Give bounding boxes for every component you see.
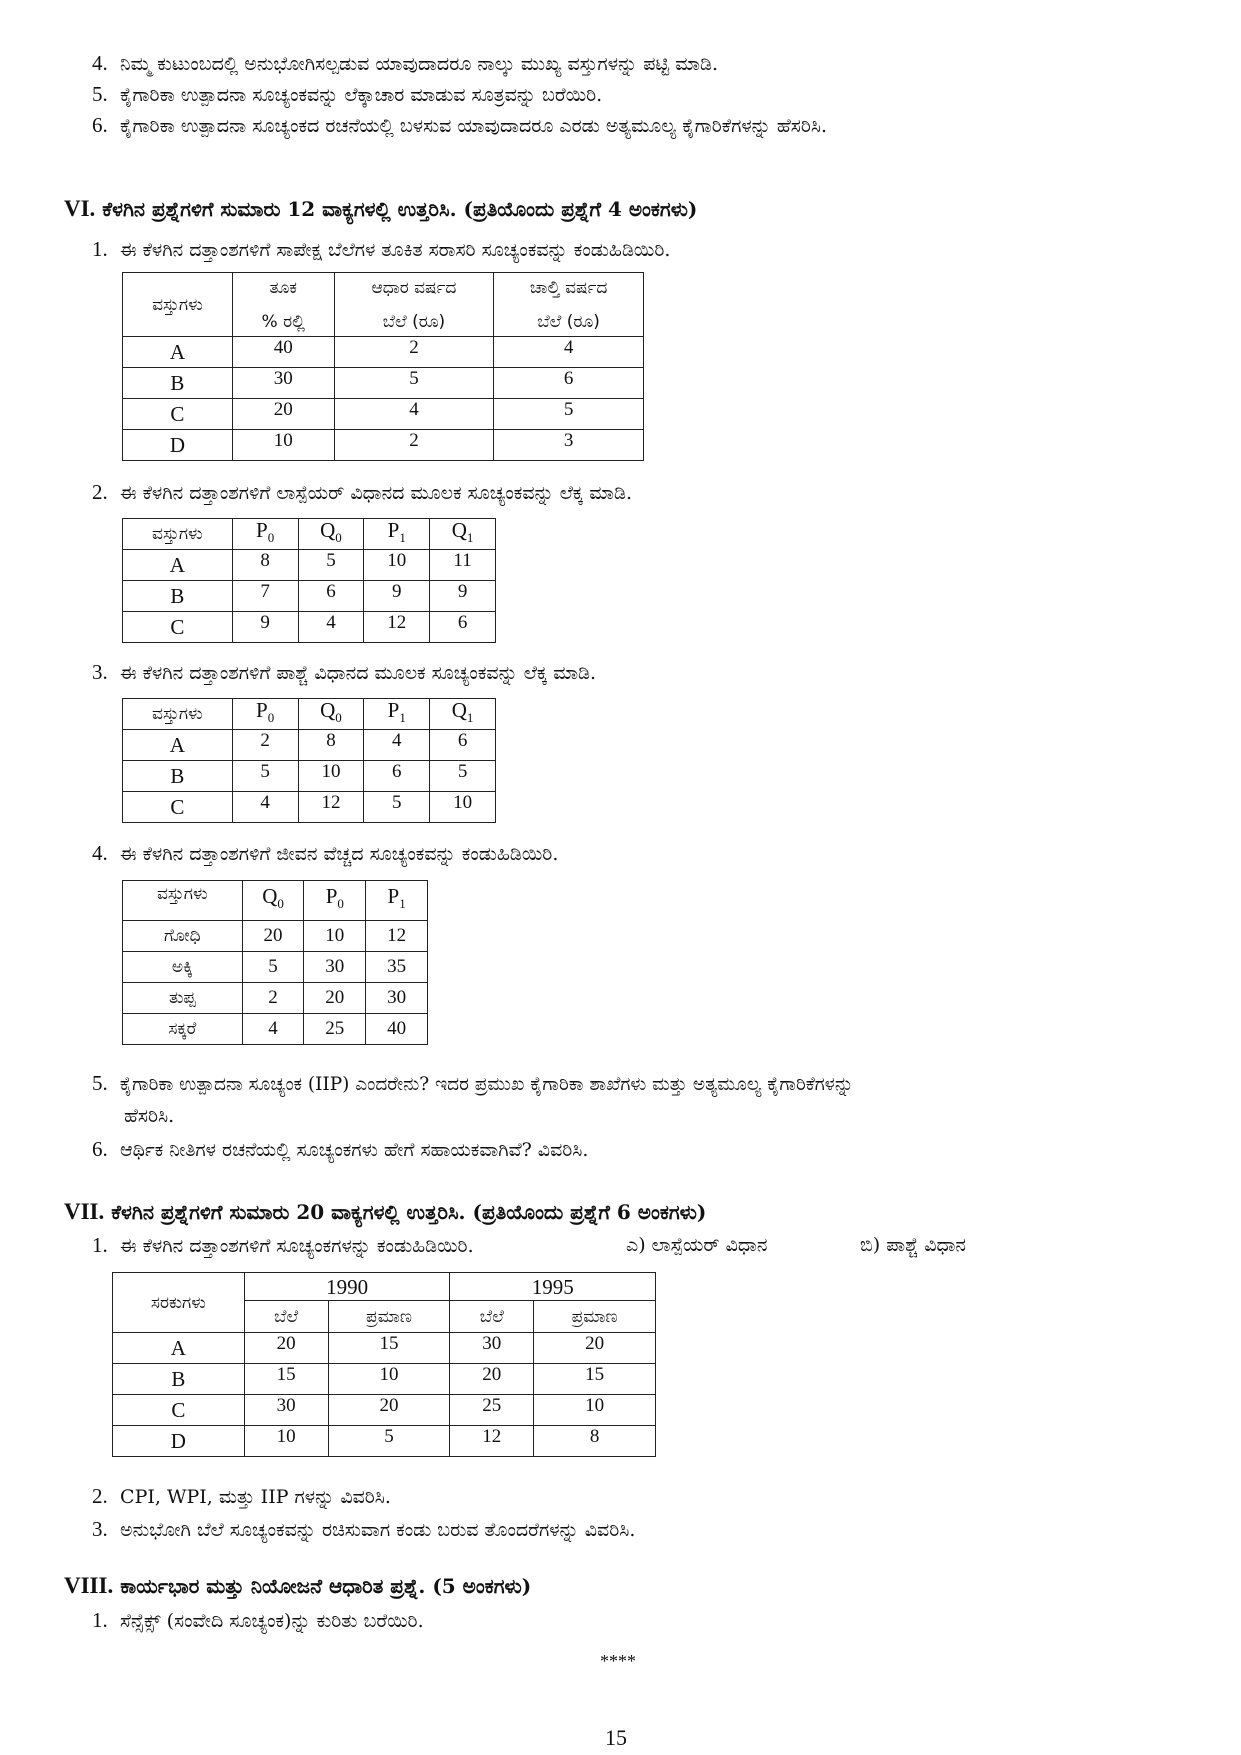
question-item: 5. ಕೈಗಾರಿಕಾ ಉತ್ಪಾದನಾ ಸೂಚ್ಯಂಕವನ್ನು ಲೆಕ್ಕಾಚಾರ ಮಾಡುವ ಸೂತ್ರವನ್ನು ಬರೆಯಿರಿ. bbox=[92, 82, 603, 106]
option-b: ಬಿ) ಪಾಶ್ಚೆ ವಿಧಾನ bbox=[860, 1234, 966, 1256]
header-items: ವಸ್ತುಗಳು bbox=[123, 881, 243, 921]
header-q0: $Q_0$ bbox=[298, 519, 364, 550]
table-row: C 4 12 5 10 bbox=[123, 792, 496, 823]
question-item-continued: ಹೆಸರಿಸಿ. bbox=[124, 1105, 175, 1127]
header-weight: ತೂಕ % ರಲ್ಲಿ bbox=[232, 273, 334, 337]
header-base-price: ಆಧಾರ ವರ್ಷದ ಬೆಲೆ (ರೂ) bbox=[334, 273, 494, 337]
header-q0: $Q_0$ bbox=[242, 881, 304, 921]
table-row: C 20 4 5 bbox=[123, 399, 644, 430]
table-row: B 7 6 9 9 bbox=[123, 581, 496, 612]
question-item: 2. ಈ ಕೆಳಗಿನ ದತ್ತಾಂಶಗಳಿಗೆ ಲಾಸ್ಪೆಯರ್ ವಿಧಾನದ ಮೂಲಕ ಸೂಚ್ಯಂಕವನ್ನು ಲೆಕ್ಕ ಮಾಡಿ. bbox=[92, 480, 632, 504]
table-row: D 10 2 3 bbox=[123, 430, 644, 461]
header-goods: ಸರಕುಗಳು bbox=[113, 1273, 245, 1333]
header-p0: $P_0$ bbox=[304, 881, 366, 921]
table-row: A 40 2 4 bbox=[123, 337, 644, 368]
table-row: C 9 4 12 6 bbox=[123, 612, 496, 643]
table-row: B 15 10 20 15 bbox=[113, 1364, 656, 1395]
header-items: ವಸ್ತುಗಳು bbox=[123, 699, 233, 730]
question-item: 4. ಈ ಕೆಳಗಿನ ದತ್ತಾಂಶಗಳಿಗೆ ಜೀವನ ವೆಚ್ಚದ ಸೂಚ್ಯಂಕವನ್ನು ಕಂಡುಹಿಡಿಯಿರಿ. bbox=[92, 841, 559, 865]
section-6-heading: VI. ಕೆಳಗಿನ ಪ್ರಶ್ನೆಗಳಿಗೆ ಸುಮಾರು 12 ವಾಕ್ಯಗಳಲ್ಲಿ ಉತ್ತರಿಸಿ. (ಪ್ರತಿಯೊಂದು ಪ್ರಶ್ನೆಗೆ 4 ಅಂಕಗಳು) bbox=[64, 196, 698, 221]
table-row: A 2 8 4 6 bbox=[123, 730, 496, 761]
question-item: 2. CPI, WPI, ಮತ್ತು IIP ಗಳನ್ನು ವಿವರಿಸಿ. bbox=[92, 1484, 391, 1508]
question-item: 1. ಈ ಕೆಳಗಿನ ದತ್ತಾಂಶಗಳಿಗೆ ಸಾಪೇಕ್ಷ ಬೆಲೆಗಳ ತೂಕಿತ ಸರಾಸರಿ ಸೂಚ್ಯಂಕವನ್ನು ಕಂಡುಹಿಡಿಯಿರಿ. bbox=[92, 237, 671, 261]
table-row: A 8 5 10 11 bbox=[123, 550, 496, 581]
header-p0: $P_0$ bbox=[232, 519, 298, 550]
table-row: D 10 5 12 8 bbox=[113, 1426, 656, 1457]
table-row: ತುಪ್ಪ 2 20 30 bbox=[123, 983, 428, 1014]
question-item: 1. ಈ ಕೆಳಗಿನ ದತ್ತಾಂಶಗಳಿಗೆ ಸೂಚ್ಯಂಕಗಳನ್ನು ಕಂಡುಹಿಡಿಯಿರಿ. bbox=[92, 1233, 474, 1257]
question-item: 3. ಈ ಕೆಳಗಿನ ದತ್ತಾಂಶಗಳಿಗೆ ಪಾಶ್ಚೆ ವಿಧಾನದ ಮೂಲಕ ಸೂಚ್ಯಂಕವನ್ನು ಲೆಕ್ಕ ಮಾಡಿ. bbox=[92, 660, 597, 684]
header-q1: $Q_1$ bbox=[430, 519, 496, 550]
header-year-1995: 1995 bbox=[450, 1273, 656, 1301]
header-price: ಬೆಲೆ bbox=[450, 1301, 534, 1333]
option-a: ಎ) ಲಾಸ್ಪೆಯರ್ ವಿಧಾನ bbox=[626, 1234, 768, 1256]
header-items: ವಸ್ತುಗಳು bbox=[123, 519, 233, 550]
table-row: ಗೋಧಿ 20 10 12 bbox=[123, 921, 428, 952]
header-price: ಬೆಲೆ bbox=[244, 1301, 328, 1333]
question-item: 4. ನಿಮ್ಮ ಕುಟುಂಬದಲ್ಲಿ ಅನುಭೋಗಿಸಲ್ಪಡುವ ಯಾವುದಾದರೂ ನಾಲ್ಕು ಮುಖ್ಯ ವಸ್ತುಗಳನ್ನು ಪಟ್ಟಿ ಮಾಡಿ. bbox=[92, 51, 719, 75]
page-number: 15 bbox=[605, 1725, 627, 1750]
header-q0: $Q_0$ bbox=[298, 699, 364, 730]
table-row: ಸಕ್ಕರೆ 4 25 40 bbox=[123, 1014, 428, 1045]
question-item: 5. ಕೈಗಾರಿಕಾ ಉತ್ಪಾದನಾ ಸೂಚ್ಯಂಕ (IIP) ಎಂದರೇನು? ಇದರ ಪ್ರಮುಖ ಕೈಗಾರಿಕಾ ಶಾಖೆಗಳು ಮತ್ತು ಅತ್ಯಮೂಲ್ಯ ಕೈಗಾರಿಕೆಗಳನ್ನು bbox=[92, 1071, 854, 1095]
header-year-1990: 1990 bbox=[244, 1273, 450, 1301]
question-item: 1. ಸೆನ್ಸೆಕ್ಸ್ (ಸಂವೇದಿ ಸೂಚ್ಯಂಕ)ನ್ನು ಕುರಿತು ಬರೆಯಿರಿ. bbox=[92, 1608, 424, 1632]
cost-of-living-table bbox=[122, 880, 428, 1045]
section-8-heading: VIII. ಕಾರ್ಯಭಾರ ಮತ್ತು ನಿಯೋಜನೆ ಆಧಾರಿತ ಪ್ರಶ್ನೆ. (5 ಅಂಕಗಳು) bbox=[64, 1573, 532, 1598]
header-p0: $P_0$ bbox=[232, 699, 298, 730]
header-q1: $Q_1$ bbox=[430, 699, 496, 730]
question-item: 6. ಆರ್ಥಿಕ ನೀತಿಗಳ ರಚನೆಯಲ್ಲಿ ಸೂಚ್ಯಂಕಗಳು ಹೇಗೆ ಸಹಾಯಕವಾಗಿವೆ? ವಿವರಿಸಿ. bbox=[92, 1137, 589, 1161]
header-quantity: ಪ್ರಮಾಣ bbox=[534, 1301, 656, 1333]
header-p1: $P_1$ bbox=[364, 699, 430, 730]
header-items: ವಸ್ತುಗಳು bbox=[123, 273, 233, 337]
table-row: A 20 15 30 20 bbox=[113, 1333, 656, 1364]
table-row: B 5 10 6 5 bbox=[123, 761, 496, 792]
table-row: C 30 20 25 10 bbox=[113, 1395, 656, 1426]
header-quantity: ಪ್ರಮಾಣ bbox=[328, 1301, 450, 1333]
header-p1: $P_1$ bbox=[364, 519, 430, 550]
header-current-price: ಚಾಲ್ತಿ ವರ್ಷದ ಬೆಲೆ (ರೂ) bbox=[494, 273, 644, 337]
weighted-index-table bbox=[122, 272, 644, 461]
section-7-heading: VII. ಕೆಳಗಿನ ಪ್ರಶ್ನೆಗಳಿಗೆ ಸುಮಾರು 20 ವಾಕ್ಯಗಳಲ್ಲಿ ಉತ್ತರಿಸಿ. (ಪ್ರತಿಯೊಂದು ಪ್ರಶ್ನೆಗೆ 6 ಅಂಕಗಳು) bbox=[64, 1199, 707, 1224]
header-p1: $P_1$ bbox=[366, 881, 428, 921]
laspeyres-paasche-table bbox=[112, 1272, 656, 1457]
paasche-table bbox=[122, 698, 496, 823]
laspeyres-table bbox=[122, 518, 496, 643]
question-item: 3. ಅನುಭೋಗಿ ಬೆಲೆ ಸೂಚ್ಯಂಕವನ್ನು ರಚಿಸುವಾಗ ಕಂಡು ಬರುವ ತೊಂದರೆಗಳನ್ನು ವಿವರಿಸಿ. bbox=[92, 1517, 636, 1541]
end-mark: **** bbox=[600, 1651, 636, 1671]
table-row: ಅಕ್ಕಿ 5 30 35 bbox=[123, 952, 428, 983]
question-item: 6. ಕೈಗಾರಿಕಾ ಉತ್ಪಾದನಾ ಸೂಚ್ಯಂಕದ ರಚನೆಯಲ್ಲಿ ಬಳಸುವ ಯಾವುದಾದರೂ ಎರಡು ಅತ್ಯಮೂಲ್ಯ ಕೈಗಾರಿಕೆಗಳನ್ನು ಹೆಸರಿಸಿ. bbox=[92, 113, 828, 137]
table-row: B 30 5 6 bbox=[123, 368, 644, 399]
